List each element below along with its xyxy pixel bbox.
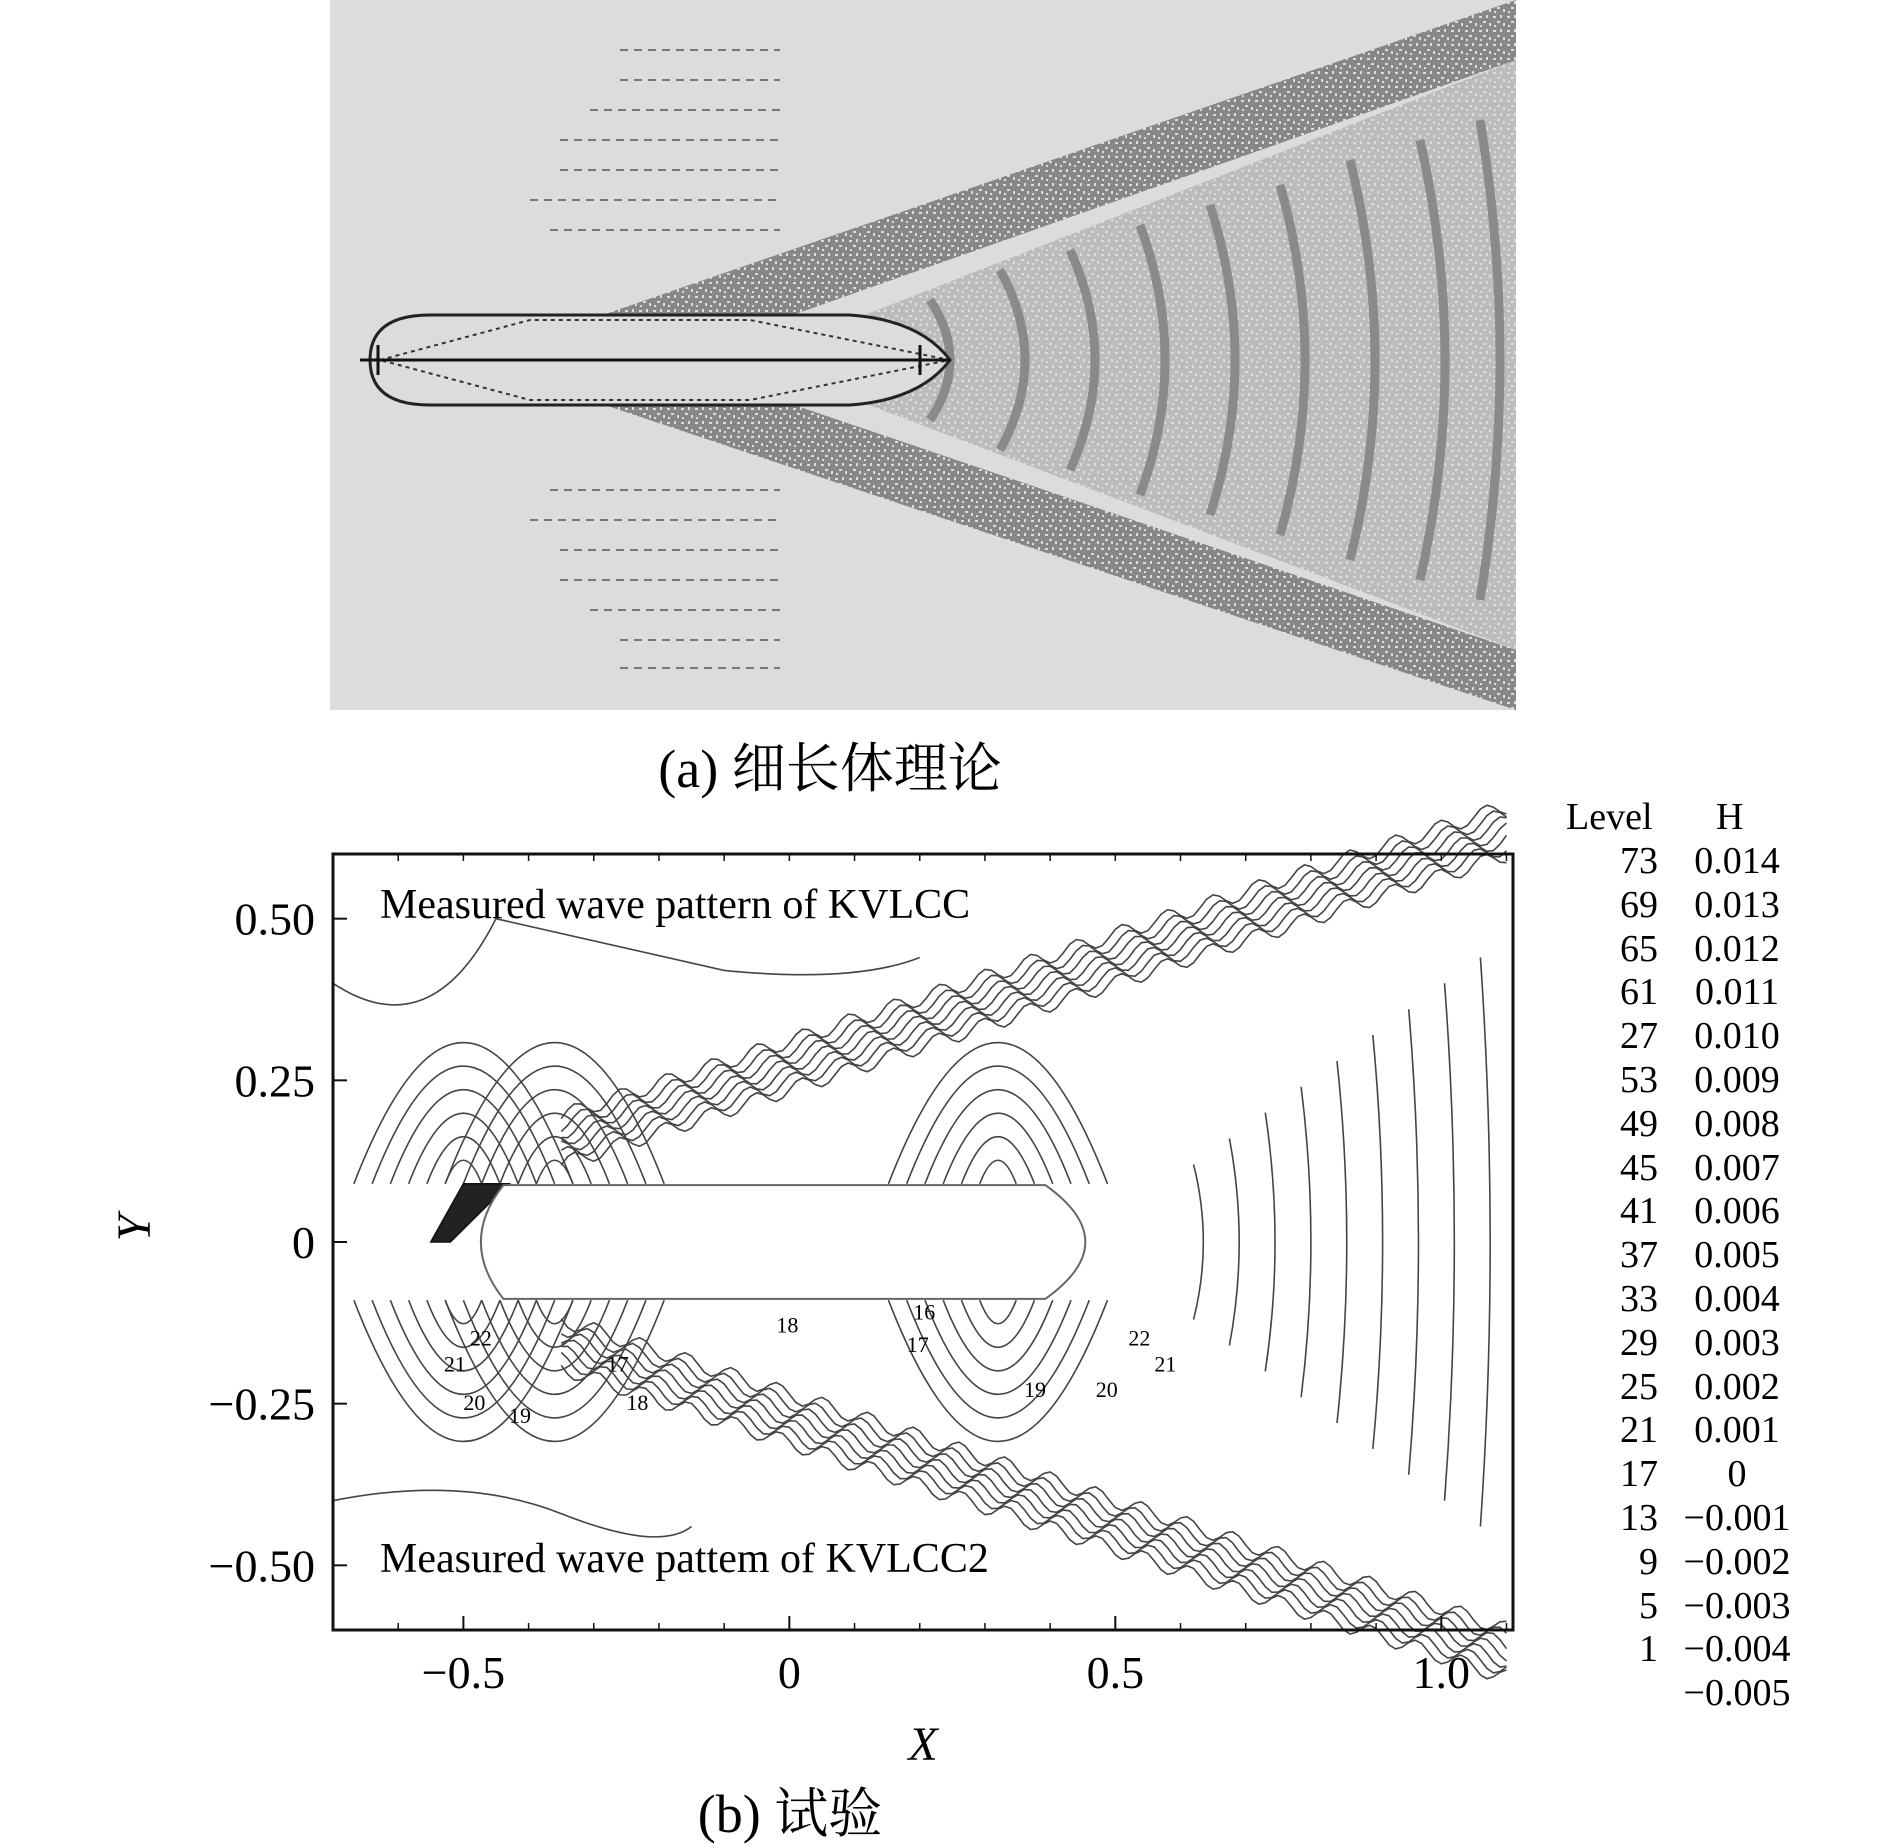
contour-line: [372, 1066, 555, 1184]
contour-label: 16: [913, 1299, 936, 1325]
legend-level: 25: [1620, 1365, 1658, 1408]
contour-label: 20: [463, 1390, 486, 1416]
contour-line: [536, 1300, 573, 1324]
contour-labels: [444, 1300, 1177, 1428]
y-tick-label: 0.25: [234, 1055, 315, 1107]
legend-level: 33: [1620, 1277, 1658, 1320]
legend-level: 9: [1639, 1540, 1658, 1583]
legend-level: 45: [1620, 1146, 1658, 1189]
contour-line: [536, 1160, 573, 1184]
x-axis-label: X: [908, 1718, 938, 1771]
contour-line: [463, 1066, 646, 1184]
legend-level: 13: [1620, 1496, 1658, 1539]
legend-h-value: 0.006: [1694, 1190, 1780, 1233]
legend-h-value: 0.011: [1694, 971, 1780, 1014]
legend-h-value: 0.009: [1694, 1058, 1780, 1101]
x-tick-label: 0.5: [1086, 1647, 1145, 1698]
legend-level: 41: [1620, 1190, 1658, 1233]
legend-row: [1560, 1540, 1890, 1584]
contour-line: [333, 919, 920, 1005]
contour-line: [333, 1490, 692, 1537]
y-tick-label: 0.50: [234, 893, 315, 945]
contour-line: [1194, 1164, 1204, 1319]
legend-level: 73: [1620, 840, 1658, 882]
legend-row: [1560, 1452, 1890, 1496]
legend-h-value: 0: [1727, 1453, 1747, 1496]
contour-label: 21: [1154, 1351, 1177, 1377]
legend-header-level: Level: [1566, 796, 1653, 838]
y-tick-label: −0.25: [208, 1378, 315, 1430]
contour-legend: [1560, 795, 1890, 1715]
contour-line: [1445, 983, 1455, 1500]
legend-row: [1560, 1014, 1890, 1058]
contour-line: [943, 1300, 1053, 1371]
legend-h-value: 0.001: [1694, 1409, 1780, 1452]
contour-line: [561, 805, 1506, 1118]
contour-label: 17: [906, 1331, 929, 1357]
legend-level: 49: [1620, 1102, 1658, 1145]
contour-label: 19: [1024, 1377, 1047, 1403]
legend-level: 65: [1620, 927, 1658, 970]
legend-header-h: H: [1716, 796, 1744, 838]
legend-level: 53: [1620, 1058, 1658, 1101]
legend-h-value: −0.005: [1683, 1672, 1791, 1715]
legend-row: [1560, 1627, 1890, 1671]
slender-body-wave-pattern: [330, 0, 1516, 710]
legend-level: 5: [1639, 1584, 1658, 1627]
legend-level: 1: [1639, 1628, 1658, 1671]
legend-row: [1560, 1584, 1890, 1628]
annotation-kvlcc2: Measured wave pattem of KVLCC2: [380, 1536, 989, 1582]
annotation-kvlcc: Measured wave pattern of KVLCC: [380, 882, 971, 928]
legend-h-value: −0.002: [1683, 1540, 1791, 1583]
contour-label: 19: [509, 1403, 532, 1429]
y-tick-label: 0: [292, 1217, 315, 1268]
legend-level: 21: [1620, 1409, 1658, 1452]
contour-line: [980, 1300, 1017, 1324]
legend-row: [1560, 1058, 1890, 1102]
legend-h-value: −0.003: [1683, 1584, 1791, 1627]
contour-line: [561, 1365, 1506, 1678]
measured-wave-contour: [0, 790, 1560, 1790]
legend-h-value: 0.007: [1694, 1146, 1780, 1189]
legend-rows: [1560, 839, 1890, 1715]
legend-level: 69: [1620, 883, 1658, 926]
legend-row: [1560, 1321, 1890, 1365]
legend-row: [1560, 1189, 1890, 1233]
contour-label: 20: [1095, 1377, 1118, 1403]
legend-row: [1560, 1496, 1890, 1540]
contour-line: [561, 823, 1506, 1144]
contour-label: 22: [469, 1325, 492, 1351]
legend-row: [1560, 839, 1890, 883]
y-axis-label: Y: [108, 1214, 161, 1242]
legend-row: [1560, 883, 1890, 927]
panel-b-caption: (b) 试验: [697, 1784, 883, 1844]
legend-row: [1560, 1671, 1890, 1715]
contour-line: [1301, 1087, 1311, 1397]
legend-row: [1560, 1277, 1890, 1321]
legend-level: 17: [1620, 1453, 1658, 1496]
legend-level: 29: [1620, 1321, 1658, 1364]
contour-line: [1409, 1009, 1419, 1475]
kvlcc-hull: [481, 1185, 1085, 1299]
legend-header: [1560, 795, 1890, 839]
contour-line: [907, 1066, 1090, 1184]
legend-row: [1560, 1233, 1890, 1277]
x-tick-label: −0.5: [421, 1647, 506, 1698]
legend-row: [1560, 927, 1890, 971]
contour-line: [1265, 1113, 1275, 1372]
contour-line: [1480, 957, 1490, 1526]
contour-line: [561, 1329, 1506, 1636]
legend-h-value: −0.004: [1683, 1628, 1791, 1671]
legend-h-value: 0.003: [1694, 1321, 1780, 1364]
legend-h-value: 0.010: [1694, 1015, 1780, 1058]
panel-a-caption: (a) 细长体理论: [658, 739, 1002, 799]
contour-label: 18: [626, 1390, 649, 1416]
contour-line: [980, 1160, 1017, 1184]
legend-h-value: 0.014: [1694, 840, 1780, 882]
contour-line: [1337, 1061, 1347, 1423]
legend-h-value: −0.001: [1683, 1496, 1791, 1539]
legend-row: [1560, 1146, 1890, 1190]
x-tick-label: 1.0: [1412, 1647, 1471, 1698]
legend-level: 37: [1620, 1234, 1658, 1277]
x-tick-label: 0: [777, 1647, 801, 1698]
contour-line: [1229, 1139, 1239, 1346]
contour-line: [409, 1113, 519, 1184]
legend-h-value: 0.013: [1694, 883, 1780, 926]
contour-line: [561, 817, 1506, 1138]
legend-level: 27: [1620, 1015, 1658, 1058]
legend-row: [1560, 1408, 1890, 1452]
contour-label: 18: [776, 1312, 799, 1338]
legend-row: [1560, 1102, 1890, 1146]
contour-label: 17: [606, 1351, 629, 1377]
y-tick-label: −0.50: [208, 1540, 315, 1592]
contour-line: [943, 1113, 1053, 1184]
legend-h-value: 0.012: [1694, 927, 1780, 970]
contour-label: 22: [1128, 1325, 1151, 1351]
legend-h-value: 0.005: [1694, 1234, 1780, 1277]
legend-row: [1560, 970, 1890, 1014]
legend-h-value: 0.002: [1694, 1365, 1780, 1408]
contour-line: [1373, 1035, 1383, 1449]
legend-h-value: 0.004: [1694, 1277, 1780, 1320]
legend-level: 61: [1620, 971, 1658, 1014]
legend-h-value: 0.008: [1694, 1102, 1780, 1145]
legend-row: [1560, 1365, 1890, 1409]
contour-label: 21: [443, 1351, 466, 1377]
